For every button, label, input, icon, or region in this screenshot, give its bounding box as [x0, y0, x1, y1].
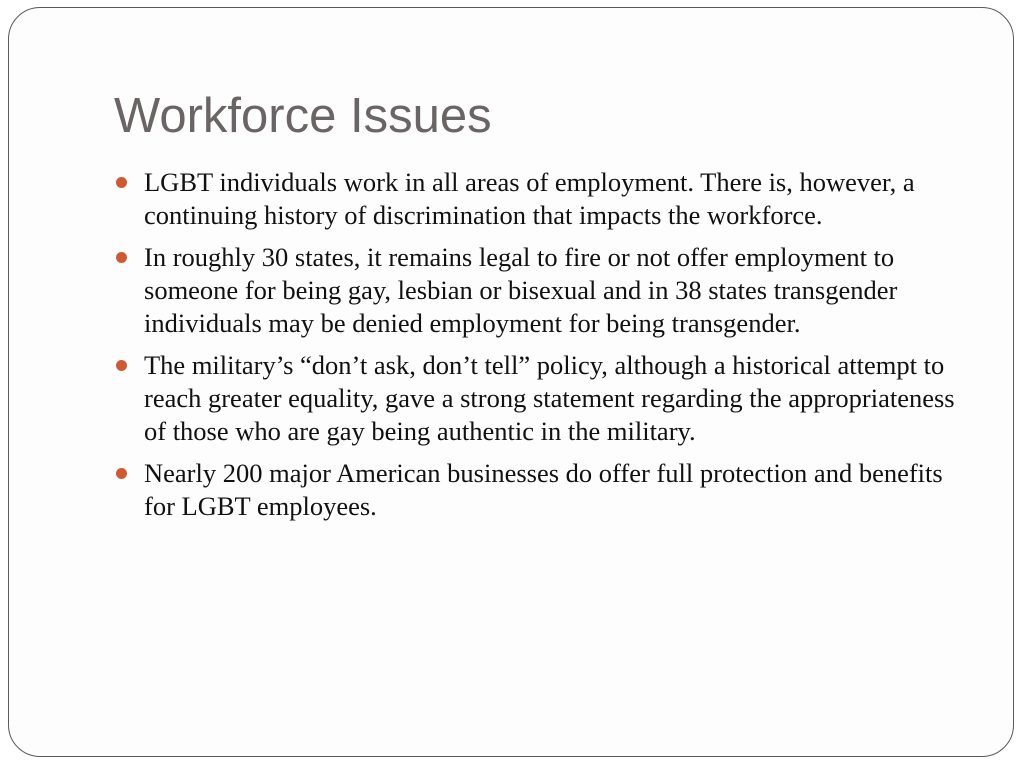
bullet-text: In roughly 30 states, it remains legal to fire or not offer employment to someone for being gay, lesbian or bisexual and in 38 states transgender individuals may be denied employment for being transgender.	[144, 242, 898, 338]
bullet-icon	[116, 468, 127, 479]
bullet-icon	[116, 177, 127, 188]
list-item	[114, 457, 974, 523]
bullet-text: Nearly 200 major American businesses do offer full protection and benefits for LGBT employees.	[144, 458, 943, 521]
bullet-list	[114, 166, 974, 532]
list-item	[114, 241, 974, 340]
bullet-text: The military’s “don’t ask, don’t tell” policy, although a historical attempt to reach greater equality, gave a strong statement regarding the appropriateness of those who are gay being authentic in the military.	[144, 350, 955, 446]
slide-title: Workforce Issues	[114, 89, 492, 143]
list-item	[114, 349, 974, 448]
bullet-icon	[116, 252, 127, 263]
bullet-text: LGBT individuals work in all areas of employment. There is, however, a continuing history of discrimination that impacts the workforce.	[144, 167, 915, 230]
list-item	[114, 166, 974, 232]
bullet-icon	[116, 360, 127, 371]
